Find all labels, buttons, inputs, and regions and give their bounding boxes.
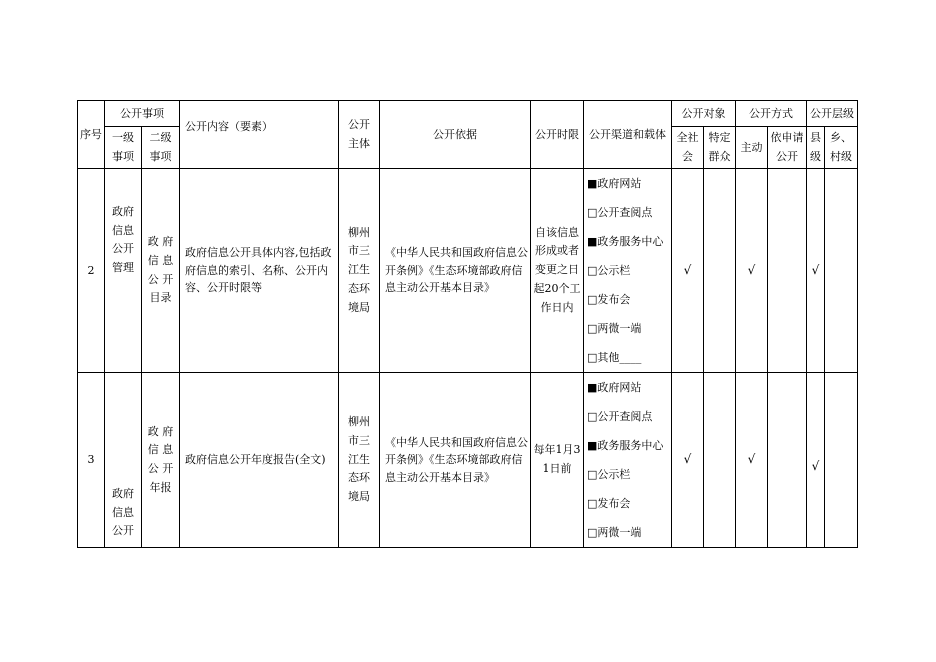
row-subject-line: 态环 <box>348 471 370 485</box>
row-level-county-check: √ <box>807 169 825 373</box>
header-level2 <box>142 127 180 169</box>
header-level1 <box>105 127 142 169</box>
row-target-all-check: √ <box>672 169 704 373</box>
header-channel: 公开渠道和载体 <box>584 101 672 169</box>
header-mode-group: 公开方式 <box>736 101 807 127</box>
row-subject-line: 江生 <box>348 263 370 277</box>
disclosure-table-container <box>77 100 858 548</box>
row-level1-line: 管理 <box>112 261 134 275</box>
row-time-line: 形成或者 <box>535 244 579 258</box>
row-level2 <box>142 169 180 373</box>
header-level2-line1: 二级 <box>149 130 172 144</box>
header-subject <box>339 101 380 169</box>
row-subject-line: 柳州 <box>348 415 370 429</box>
header-target-specific-line1: 特定 <box>708 130 731 144</box>
channel-item: □其他____ <box>587 351 642 364</box>
header-target-all-line1: 全社 <box>676 130 699 144</box>
row-level2-line: 年报 <box>149 480 172 494</box>
row-basis: 《中华人民共和国政府信息公开条例》《生态环境部政府信息主动公开基本目录》 <box>380 169 531 373</box>
row-level2-line: 公 开 <box>147 462 174 475</box>
header-subject-line2: 主体 <box>348 136 370 150</box>
row-subject-line: 市三 <box>348 433 370 447</box>
table-row <box>78 373 858 548</box>
row-target-specific-check <box>704 373 736 548</box>
channel-item: ■政府网站 <box>587 177 642 190</box>
row-time-line: 每年1月3 <box>533 443 581 457</box>
row-target-all-check: √ <box>672 373 704 548</box>
row-level1-line: 政府 <box>112 486 134 500</box>
row-subject-line: 态环 <box>348 281 370 295</box>
row-level2-line: 目录 <box>149 291 172 305</box>
header-level2-line2: 事项 <box>149 149 172 163</box>
row-channels <box>584 169 672 373</box>
header-mode-active: 主动 <box>736 127 768 169</box>
header-mode-request <box>768 127 807 169</box>
row-seq: 2 <box>78 169 105 373</box>
channel-item: □公开查阅点 <box>587 410 653 423</box>
row-subject-line: 境局 <box>348 490 370 504</box>
row-level2-line: 政 府 <box>147 235 174 249</box>
row-level-town-check <box>825 169 858 373</box>
row-level-town-check <box>825 373 858 548</box>
row-level2 <box>142 373 180 548</box>
channel-item: ■政府网站 <box>587 381 642 394</box>
channel-item: ■政务服务中心 <box>587 235 664 248</box>
row-subject <box>339 373 380 548</box>
header-level-town <box>825 127 858 169</box>
row-time-line: 自该信息 <box>535 225 579 239</box>
header-basis: 公开依据 <box>380 101 531 169</box>
row-content: 政府信息公开年度报告(全文) <box>180 373 339 548</box>
row-mode-active-check: √ <box>736 373 768 548</box>
row-mode-request-check <box>768 373 807 548</box>
header-items-group: 公开事项 <box>105 101 180 127</box>
header-level-town-line1: 乡、 <box>830 130 852 144</box>
row-channels <box>584 373 672 548</box>
row-subject-line: 境局 <box>348 300 370 314</box>
header-level-county <box>807 127 825 169</box>
header-target-group: 公开对象 <box>672 101 736 127</box>
row-level1 <box>105 169 142 373</box>
row-level2-line: 信 息 <box>147 443 174 457</box>
row-seq: 3 <box>78 373 105 548</box>
channel-item: □发布会 <box>587 293 631 306</box>
row-basis: 《中华人民共和国政府信息公开条例》《生态环境部政府信息主动公开基本目录》 <box>380 373 531 548</box>
header-mode-request-line1: 依申请 <box>770 130 804 144</box>
header-target-all-line2: 会 <box>682 149 693 163</box>
header-level-county-line1: 县 <box>810 130 821 144</box>
channel-item: □两微一端 <box>587 322 642 335</box>
row-level1-line: 信息 <box>112 223 134 237</box>
channel-item: ■政务服务中心 <box>587 439 664 452</box>
disclosure-table <box>77 100 858 548</box>
row-time-line: 1日前 <box>542 462 572 475</box>
header-level1-line1: 一级 <box>112 130 134 144</box>
row-level1-line: 公开 <box>112 242 134 256</box>
row-time-line: 变更之日 <box>535 263 579 277</box>
header-target-specific-line2: 群众 <box>708 149 731 163</box>
row-subject <box>339 169 380 373</box>
row-time <box>531 373 584 548</box>
row-level1 <box>105 373 142 548</box>
header-row-1 <box>78 101 858 127</box>
row-level1-line: 公开 <box>112 524 134 538</box>
row-time-line: 作日内 <box>540 300 574 314</box>
channel-item: □公示栏 <box>587 264 631 277</box>
row-level1-line: 政府 <box>112 205 134 218</box>
channel-item: □公开查阅点 <box>587 206 653 219</box>
header-level-group: 公开层级 <box>807 101 858 127</box>
row-level-county-check: √ <box>807 373 825 548</box>
row-time-line: 起20个工 <box>533 281 581 295</box>
row-subject-line: 市三 <box>348 244 370 258</box>
row-subject-line: 江生 <box>348 452 370 466</box>
channel-item: □公示栏 <box>587 468 631 481</box>
row-level1-line: 信息 <box>112 505 134 519</box>
row-mode-active-check: √ <box>736 169 768 373</box>
header-seq: 序号 <box>78 101 105 169</box>
row-level2-line: 信 息 <box>147 253 174 267</box>
row-level2-line: 政 府 <box>147 424 174 438</box>
header-level1-line2: 事项 <box>112 149 134 163</box>
header-level-county-line2: 级 <box>810 149 821 163</box>
header-target-all <box>672 127 704 169</box>
row-target-specific-check <box>704 169 736 373</box>
header-level-town-line2: 村级 <box>830 149 852 163</box>
row-level2-line: 公 开 <box>147 272 174 286</box>
header-time: 公开时限 <box>531 101 584 169</box>
table-row <box>78 169 858 373</box>
header-target-specific <box>704 127 736 169</box>
row-time <box>531 169 584 373</box>
row-subject-line: 柳州 <box>348 225 370 239</box>
header-subject-line1: 公开 <box>348 117 370 131</box>
channel-item: □两微一端 <box>587 526 642 539</box>
channel-item: □发布会 <box>587 497 631 510</box>
header-mode-request-line2: 公开 <box>776 149 798 163</box>
row-content: 政府信息公开具体内容,包括政府信息的索引、名称、公开内容、公开时限等 <box>180 169 339 373</box>
header-content: 公开内容（要素） <box>180 101 339 169</box>
row-mode-request-check <box>768 169 807 373</box>
